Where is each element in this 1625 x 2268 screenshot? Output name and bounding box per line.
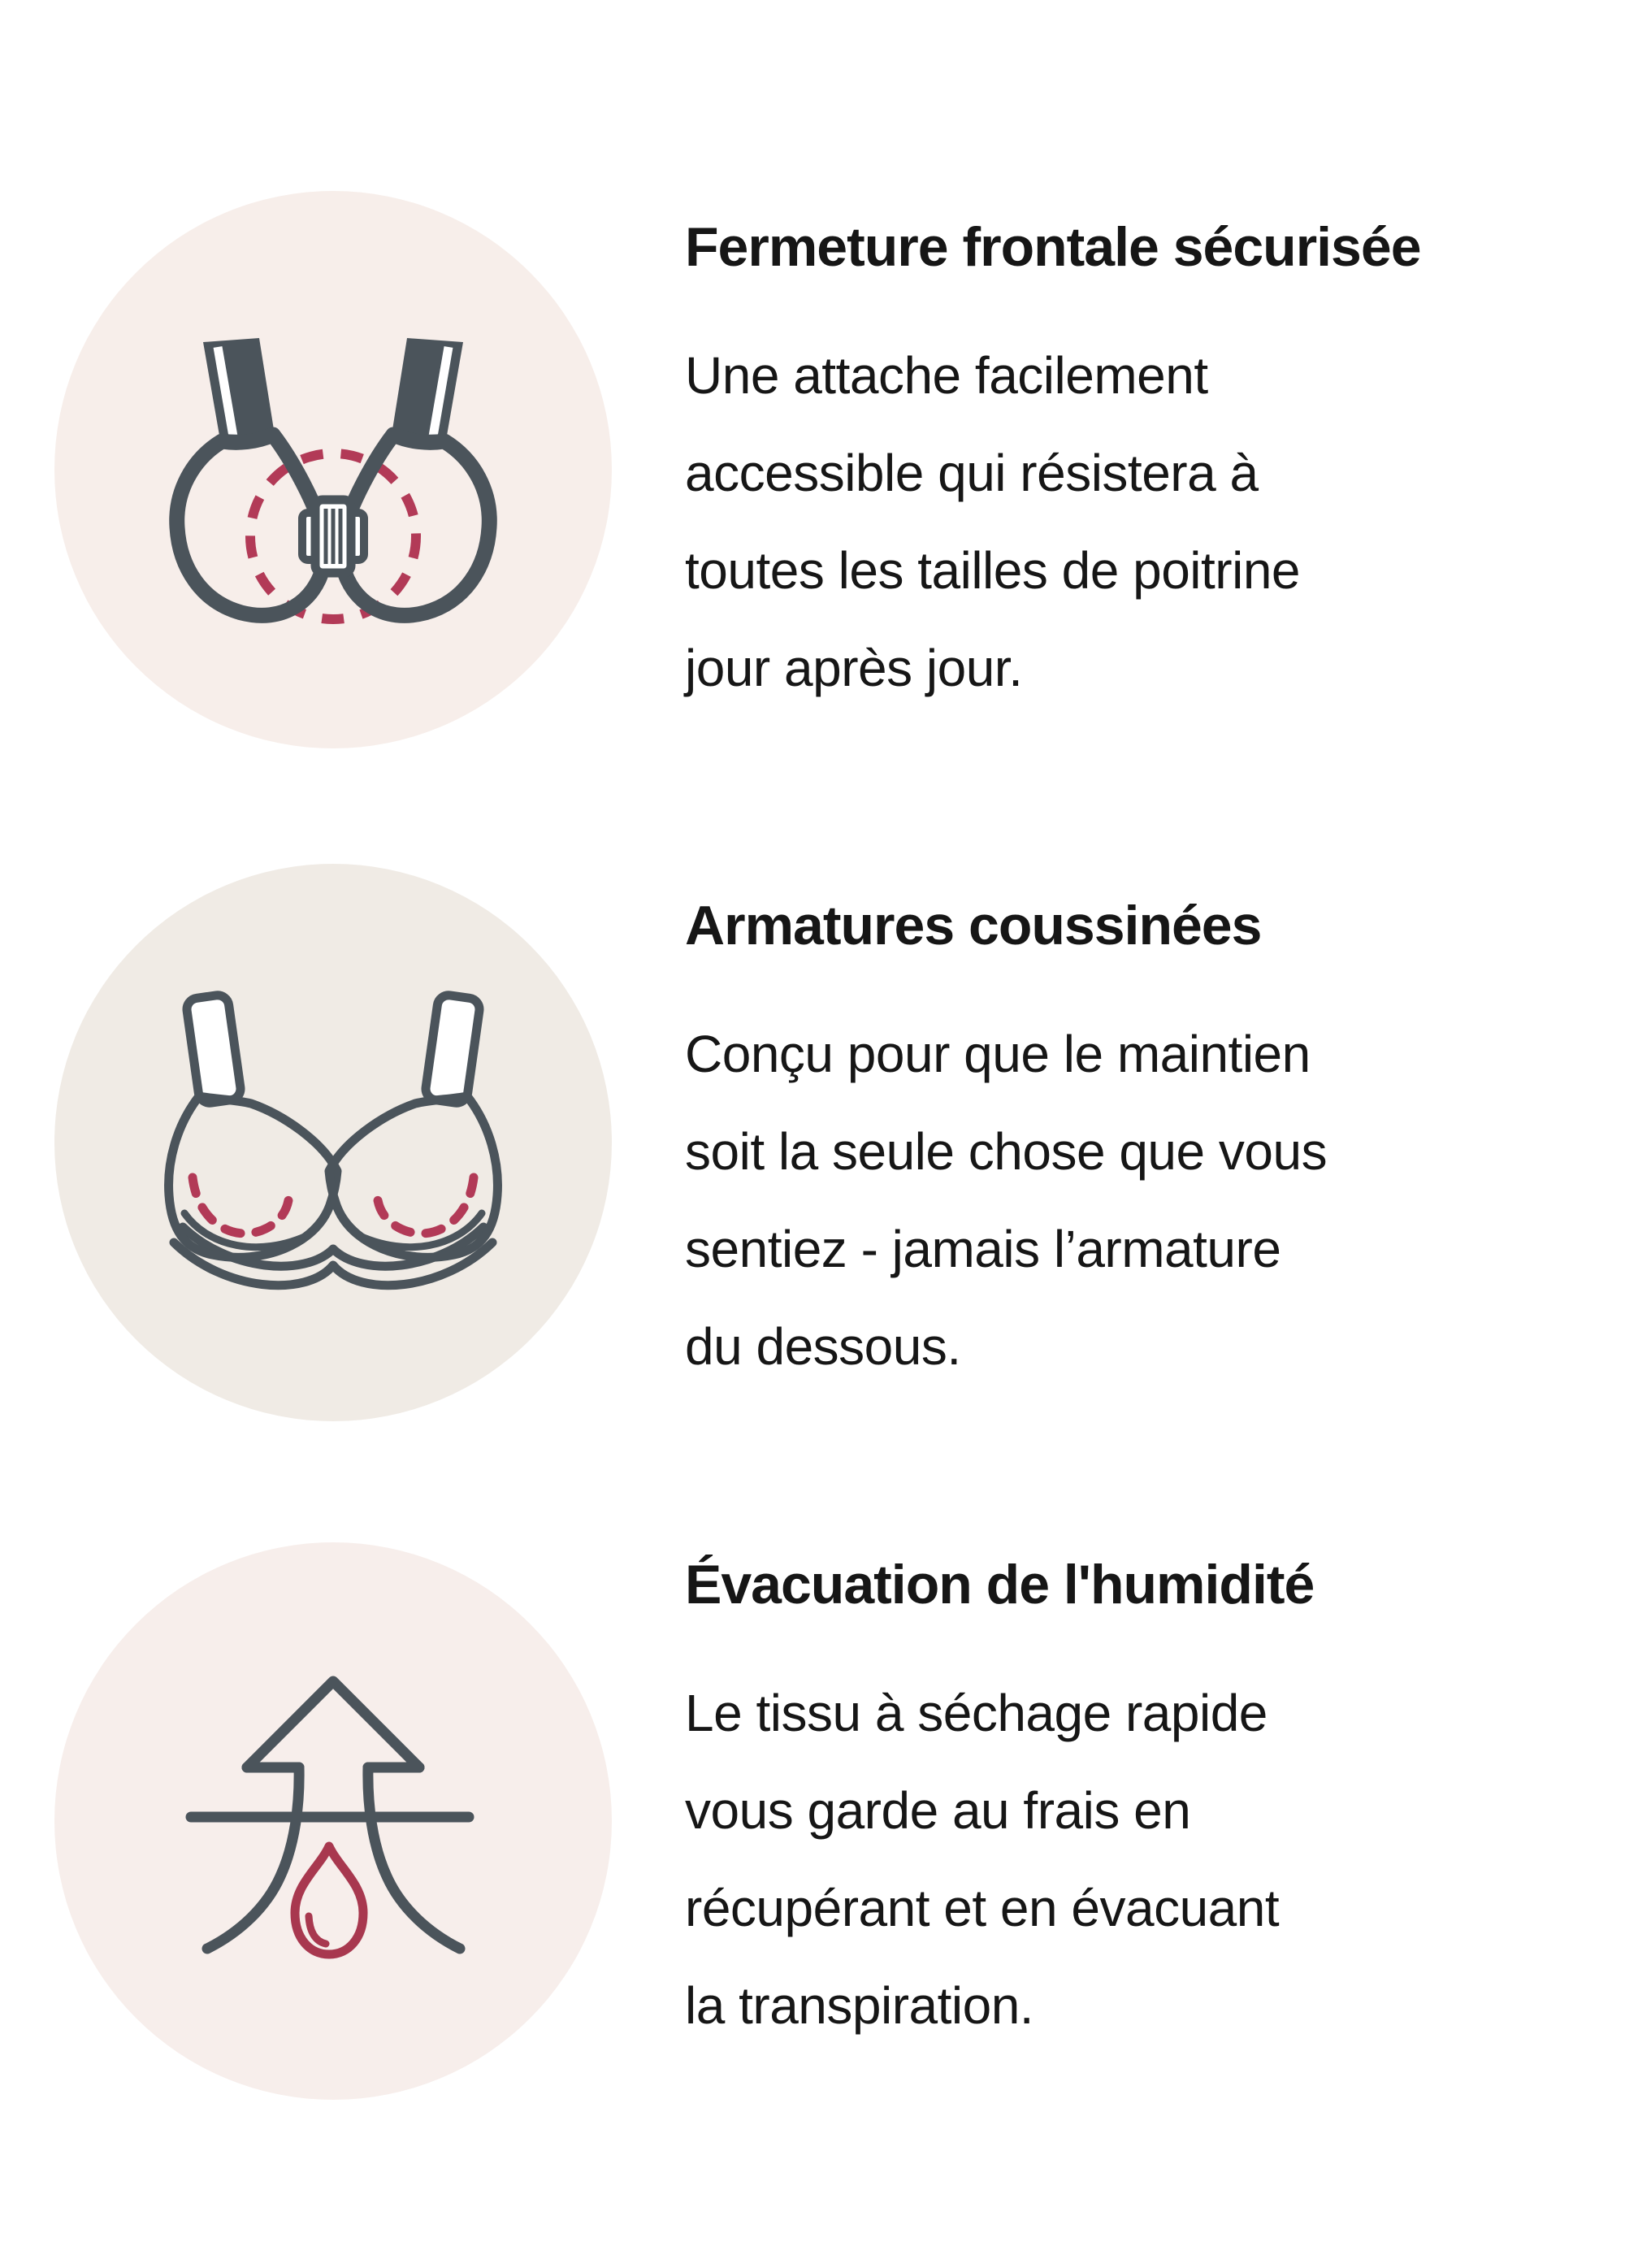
feature-circle-moisture-wicking bbox=[54, 1542, 612, 2100]
feature-circle-front-closure bbox=[54, 191, 612, 748]
feature-title: Armatures coussinées bbox=[685, 895, 1262, 956]
body-line: Une attache facilement bbox=[685, 346, 1208, 405]
body-line: sentiez - jamais l’armature bbox=[685, 1220, 1281, 1278]
body-line: accessible qui résistera à bbox=[685, 444, 1259, 502]
body-line: vous garde au frais en bbox=[685, 1781, 1191, 1840]
feature-circle-cushioned-underwire bbox=[54, 864, 612, 1421]
feature-description bbox=[685, 1664, 1279, 2054]
feature-description bbox=[685, 327, 1300, 717]
feature-title: Évacuation de l'humidité bbox=[685, 1554, 1315, 1615]
body-line: récupérant et en évacuant bbox=[685, 1879, 1280, 1937]
body-line: soit la seule chose que vous bbox=[685, 1122, 1328, 1181]
icon-circle-background bbox=[54, 864, 612, 1421]
body-line: la transpiration. bbox=[685, 1976, 1034, 2035]
feature-title: Fermeture frontale sécurisée bbox=[685, 216, 1421, 278]
body-line: toutes les tailles de poitrine bbox=[685, 541, 1300, 600]
feature-description bbox=[685, 1005, 1327, 1395]
icon-circle-background bbox=[54, 191, 612, 748]
body-line: Le tissu à séchage rapide bbox=[685, 1684, 1268, 1742]
body-line: du dessous. bbox=[685, 1317, 961, 1376]
body-line: Conçu pour que le maintien bbox=[685, 1025, 1311, 1083]
body-line: jour après jour. bbox=[685, 639, 1023, 697]
